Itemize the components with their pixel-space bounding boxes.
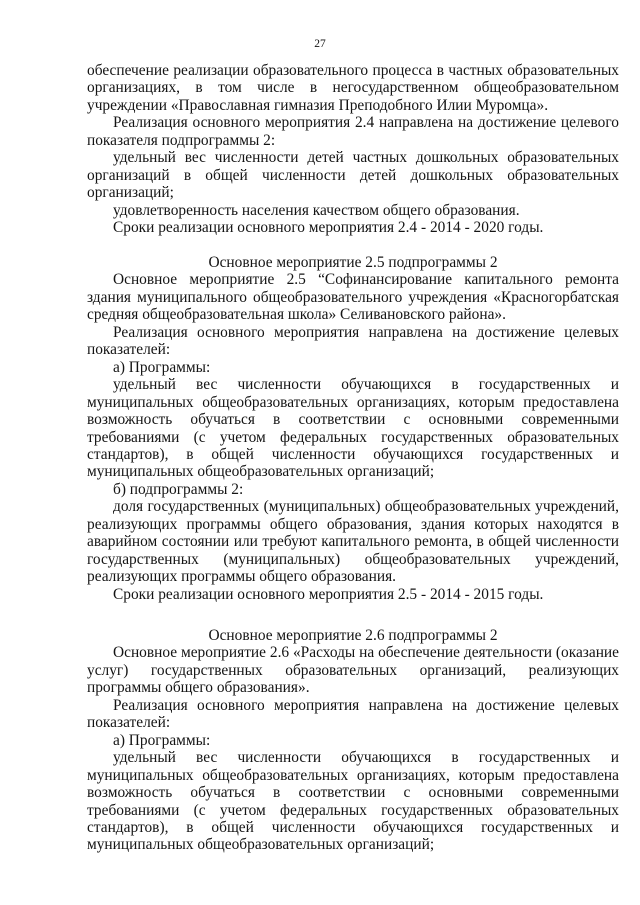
text-line: а) Программы:: [113, 731, 211, 749]
paragraph: Основное мероприятие 2.5 “Софинансирование капитального ремонта здания муниципального общеобразовательного учреждения «Красногорбатская средняя общеобразовательная школа» Селивановского района».: [87, 271, 619, 324]
paragraph: обеспечение реализации образовательного процесса в частных образовательных организациях, в том числе в негосударственном общеобразовательном учреждении «Православная гимназия Преподобного Илии Муромца».: [87, 62, 619, 114]
paragraph: удельный вес численности детей частных дошкольных образовательных организаций в общей численности детей дошкольных образовательных организаций;: [87, 149, 619, 202]
paragraph: доля государственных (муниципальных) общеобразовательных учреждений, реализующих программы общего образования, здания которых находятся в аварийном состоянии или требуют капитального ремонта, в общей численности государственных (муниципальных) общеобразовательных учреждений, реализующих программы общего образования.: [87, 498, 619, 586]
document-body: [87, 62, 619, 854]
page-number: 27: [314, 38, 326, 50]
text-line: Сроки реализации основного мероприятия 2.4 - 2014 - 2020 годы.: [113, 219, 544, 237]
paragraph: Реализация основного мероприятия направлена на достижение целевых показателей:: [87, 696, 619, 732]
section-heading: Основное мероприятие 2.6 подпрограммы 2: [208, 627, 498, 645]
paragraph: удельный вес численности обучающихся в государственных и муниципальных общеобразовательных организациях, которым предоставлена возможность обучаться в соответствии с основными современными требованиями (с учетом федеральных государственных образовательных стандартов), в общей численности обучающихся государственных и муниципальных общеобразовательных организаций;: [87, 749, 619, 854]
spacer: [87, 237, 619, 254]
paragraph: Реализация основного мероприятия направлена на достижение целевых показателей:: [87, 323, 619, 359]
spacer: [87, 603, 619, 627]
text-line: удовлетворенность населения качеством общего образования.: [113, 201, 520, 219]
section-heading: Основное мероприятие 2.5 подпрограммы 2: [208, 253, 498, 271]
paragraph: удельный вес численности обучающихся в государственных и муниципальных общеобразовательных организациях, которым предоставлена возможность обучаться в соответствии с основными современными требованиями (с учетом федеральных государственных образовательных стандартов), в общей численности обучающихся государственных и муниципальных общеобразовательных организаций;: [87, 376, 619, 481]
text-line: а) Программы:: [113, 358, 211, 376]
paragraph: Основное мероприятие 2.6 «Расходы на обеспечение деятельности (оказание услуг) государственных образовательных организаций, реализующих программы общего образования».: [87, 644, 619, 697]
text-line: Сроки реализации основного мероприятия 2.5 - 2014 - 2015 годы.: [113, 585, 544, 603]
paragraph: Реализация основного мероприятия 2.4 направлена на достижение целевого показателя подпрограммы 2:: [87, 114, 619, 149]
text-line: б) подпрограммы 2:: [113, 480, 244, 498]
